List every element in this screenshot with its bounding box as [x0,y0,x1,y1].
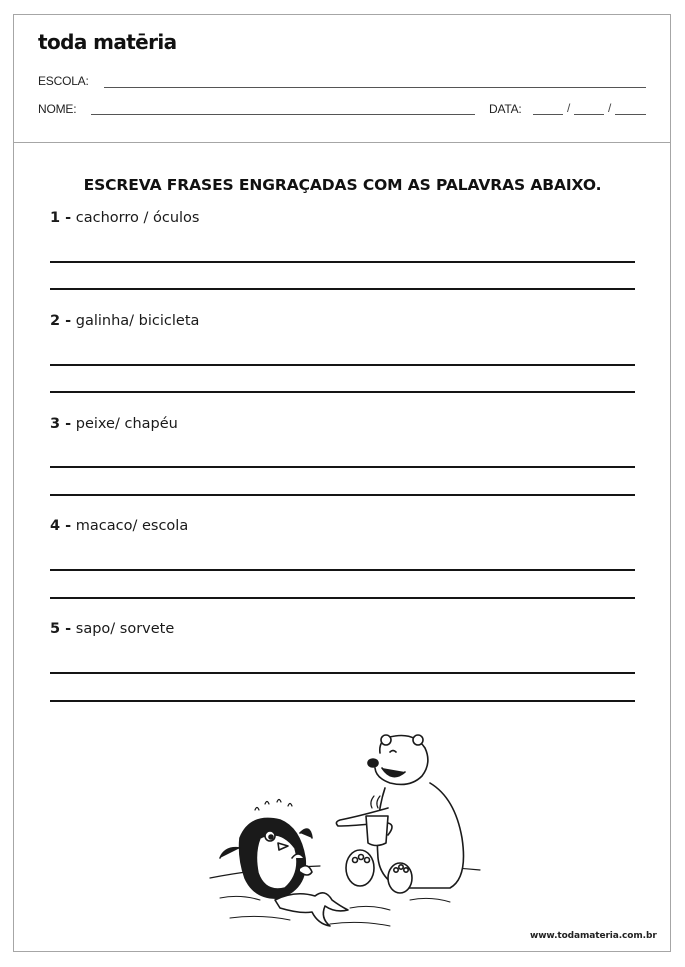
logo: toda matēria [38,30,177,54]
bear-penguin-banana-illustration [200,728,485,933]
footer-url[interactable]: www.todamateria.com.br [530,931,657,941]
worksheet-title: ESCREVA FRASES ENGRAÇADAS COM AS PALAVRAS ABAIXO. [83,176,602,194]
answer-line[interactable] [50,466,635,468]
item-words: sapo/ sorvete [75,621,175,637]
escola-label: ESCOLA: [38,74,89,88]
item-number: 4 - [50,518,72,534]
item-words: peixe/ chapéu [75,416,178,432]
answer-line[interactable] [50,364,635,366]
date-month-field[interactable] [574,114,604,115]
item-words: galinha/ bicicleta [75,313,200,329]
answer-line[interactable] [50,672,635,674]
data-label: DATA: [489,102,522,116]
answer-line[interactable] [50,288,635,290]
date-year-field[interactable] [615,114,646,115]
item-number: 2 - [50,313,72,329]
answer-line[interactable] [50,494,635,496]
header-divider [13,142,671,143]
exercise-item-5 [50,621,174,637]
item-number: 3 - [50,416,72,432]
exercise-item-1 [50,210,199,226]
answer-line[interactable] [50,569,635,571]
nome-label: NOME: [38,102,77,116]
date-separator: / [608,101,612,115]
exercise-item-3 [50,416,178,432]
nome-field[interactable] [91,114,475,115]
item-number: 5 - [50,621,72,637]
exercise-item-2 [50,313,199,329]
answer-line[interactable] [50,700,635,702]
date-separator: / [567,101,571,115]
date-day-field[interactable] [533,114,563,115]
item-words: cachorro / óculos [75,210,200,226]
item-words: macaco/ escola [75,518,189,534]
escola-field[interactable] [104,87,646,88]
item-number: 1 - [50,210,72,226]
answer-line[interactable] [50,597,635,599]
exercise-item-4 [50,518,188,534]
answer-line[interactable] [50,391,635,393]
answer-line[interactable] [50,261,635,263]
